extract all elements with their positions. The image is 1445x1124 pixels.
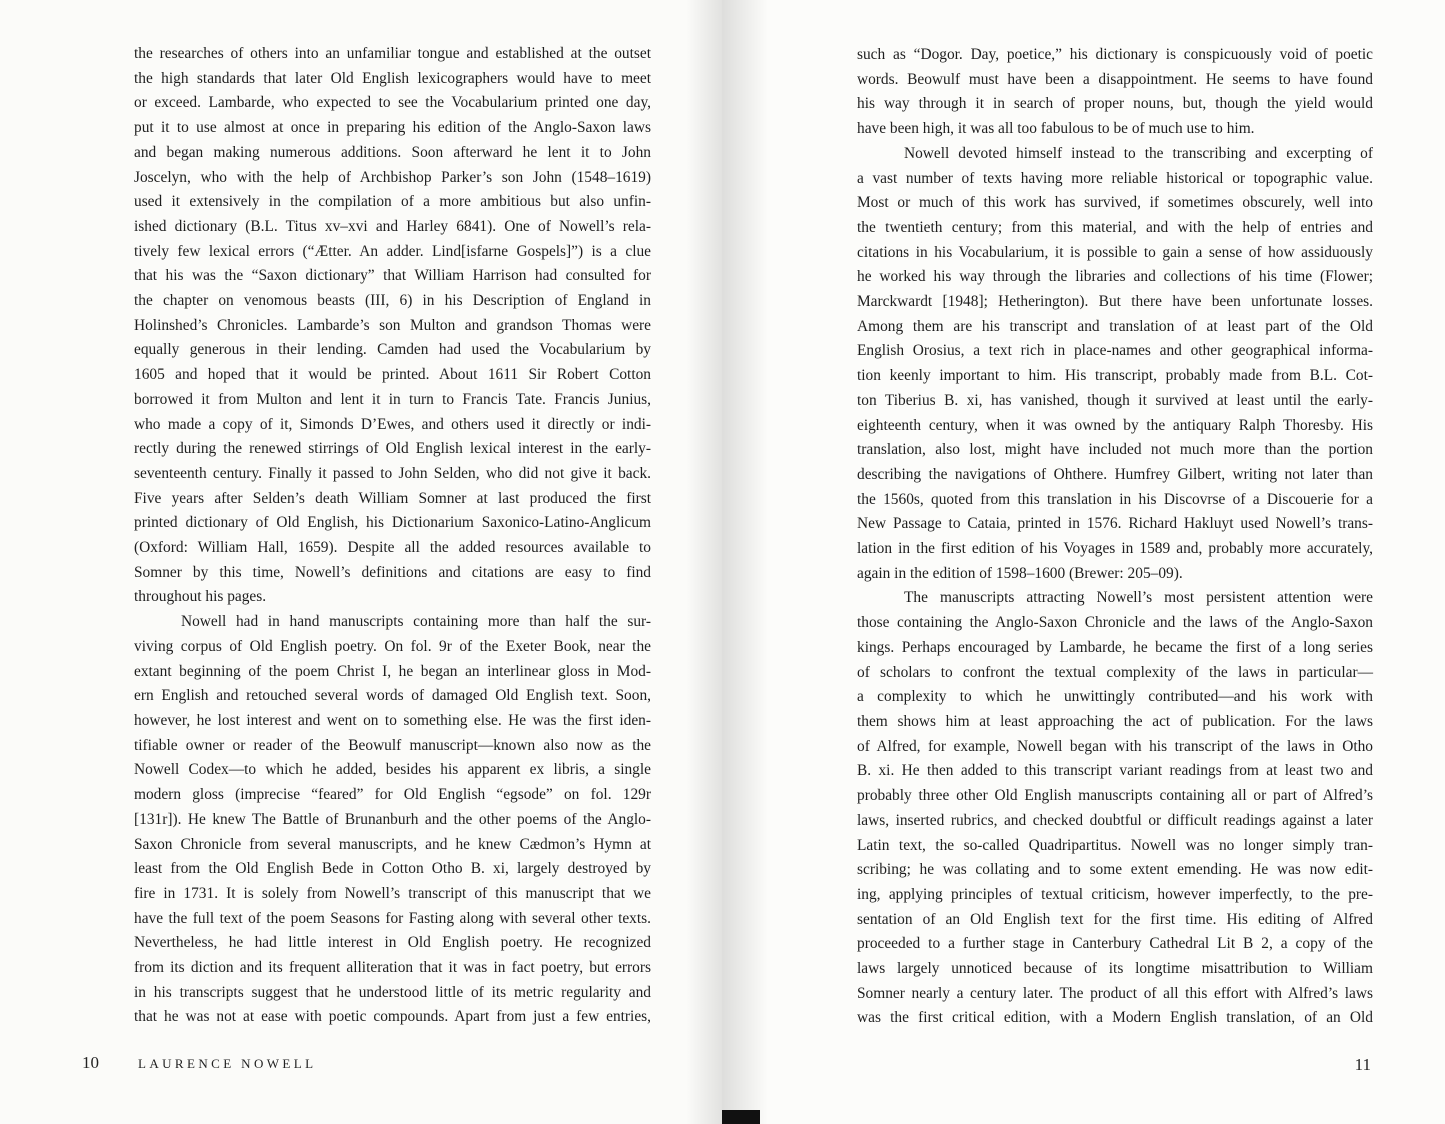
text-line: least from the Old English Bede in Cotton Otho B. xi, largely destroyed by — [134, 860, 651, 878]
text-line: fire in 1731. It is solely from Nowell’s transcript of this manuscript that we — [134, 884, 651, 902]
text-line: Marckwardt [1948]; Hetherington). But there have been unfortunate losses. — [857, 293, 1373, 311]
text-line: was the first critical edition, with a Modern English translation, of an Old — [857, 1009, 1373, 1027]
text-line: ton Tiberius B. xi, has vanished, though it survived at least until the early- — [857, 391, 1373, 409]
text-line: lation in the first edition of his Voyages in 1589 and, probably more accurately, — [857, 540, 1373, 558]
text-line: Among them are his transcript and translation of at least part of the Old — [857, 317, 1373, 335]
text-line: he worked his way through the libraries and collections of his time (Flower; — [857, 268, 1373, 286]
text-line: however, he lost interest and went on to something else. He was the first iden- — [134, 711, 651, 729]
text-line: extant beginning of the poem Christ I, he began an interlinear gloss in Mod- — [134, 662, 651, 680]
text-line: again in the edition of 1598–1600 (Brewer: 205–09). — [857, 564, 1183, 582]
text-line: Most or much of this work has survived, if sometimes obscurely, well into — [857, 194, 1373, 212]
text-line: ished dictionary (B.L. Titus xv–xvi and Harley 6841). One of Nowell’s rela- — [134, 217, 651, 235]
text-line: ing, applying principles of textual criticism, however imperfectly, to the pre- — [857, 885, 1373, 903]
text-line: Nowell had in hand manuscripts containing more than half the sur- — [181, 613, 651, 631]
text-line: that his was the “Saxon dictionary” that William Harrison had consulted for — [134, 267, 651, 285]
text-line: translation, also lost, might have included not much more than the portion — [857, 441, 1373, 459]
text-line: those containing the Anglo-Saxon Chronicle and the laws of the Anglo-Saxon — [857, 614, 1373, 632]
text-line: throughout his pages. — [134, 588, 267, 606]
text-line: who made a copy of it, Simonds D’Ewes, and others used it directly or indi- — [134, 415, 651, 433]
text-line: Joscelyn, who with the help of Archbishop Parker’s son John (1548–1619) — [134, 168, 651, 186]
text-line: rectly during the renewed stirrings of Old English lexical interest in the early- — [134, 440, 651, 458]
text-line: a vast number of texts having more reliable historical or topographic value. — [857, 169, 1373, 187]
text-line: of Alfred, for example, Nowell began with his transcript of the laws in Otho — [857, 737, 1373, 755]
text-line: them shows him at least approaching the act of publication. For the laws — [857, 712, 1373, 730]
running-head: LAURENCE NOWELL — [138, 1056, 317, 1071]
text-line: ern English and retouched several words of damaged Old English text. Soon, — [134, 687, 651, 705]
text-line: B. xi. He then added to this transcript variant readings from at least two and — [857, 762, 1373, 780]
text-line: a complexity to which he unwittingly contributed—and his work with — [857, 688, 1373, 706]
text-line: Saxon Chronicle from several manuscripts, and he knew Cædmon’s Hymn at — [134, 835, 651, 853]
text-line: Somner by this time, Nowell’s definitions and citations are easy to find — [134, 563, 651, 581]
text-line: the twentieth century; from this material, and with the help of entries and — [857, 218, 1373, 236]
text-line: English Orosius, a text rich in place-names and other geographical informa- — [857, 342, 1373, 360]
binding-edge — [722, 1110, 760, 1124]
text-line: printed dictionary of Old English, his Dictionarium Saxonico-Latino-Anglicum — [134, 514, 651, 532]
page-number-left: 10 — [82, 1053, 99, 1072]
text-line: tion keenly important to him. His transcript, probably made from B.L. Cot- — [857, 367, 1373, 385]
left-page-body — [134, 42, 651, 1030]
text-line: of scholars to confront the textual complexity of the laws in particular— — [857, 663, 1373, 681]
text-line: seventeenth century. Finally it passed to John Selden, who did not give it back. — [134, 464, 651, 482]
text-line: Latin text, the so-called Quadripartitus. Nowell was no longer simply tran- — [857, 836, 1373, 854]
text-line: and began making numerous additions. Soon afterward he lent it to John — [134, 143, 651, 161]
text-line: used it extensively in the compilation of a more ambitious but also unfin- — [134, 193, 651, 211]
text-line: the 1560s, quoted from this translation in his Discovrse of a Discouerie for a — [857, 490, 1373, 508]
text-line: Five years after Selden’s death William Somner at last produced the first — [134, 489, 651, 507]
text-line: 1605 and hoped that it would be printed. About 1611 Sir Robert Cotton — [134, 366, 651, 384]
page-number-right: 11 — [1354, 1055, 1371, 1074]
text-line: the high standards that later Old English lexicographers would have to meet — [134, 69, 651, 87]
text-line: tifiable owner or reader of the Beowulf manuscript—known also now as the — [134, 736, 651, 754]
text-line: words. Beowulf must have been a disappointment. He seems to have found — [857, 70, 1373, 88]
gutter-shadow-left — [686, 0, 722, 1124]
text-line: describing the navigations of Ohthere. Humfrey Gilbert, writing not later than — [857, 465, 1373, 483]
text-line: tively few lexical errors (“Ætter. An adder. Lind[isfarne Gospels]”) is a clue — [134, 242, 651, 260]
text-line: citations in his Vocabularium, it is possible to gain a sense of how assiduously — [857, 243, 1373, 261]
text-line: viving corpus of Old English poetry. On fol. 9r of the Exeter Book, near the — [134, 637, 651, 655]
text-line: Holinshed’s Chronicles. Lambarde’s son Multon and grandson Thomas were — [134, 316, 651, 334]
text-line: [131r]). He knew The Battle of Brunanburh and the other poems of the Anglo- — [134, 810, 651, 828]
gutter-shadow-right — [722, 0, 768, 1124]
text-line: his way through it in search of proper nouns, but, though the yield would — [857, 95, 1373, 113]
text-line: that he was not at ease with poetic compounds. Apart from just a few entries, — [134, 1008, 651, 1026]
text-line: borrowed it from Multon and lent it in turn to Francis Tate. Francis Junius, — [134, 390, 651, 408]
text-line: have the full text of the poem Seasons for Fasting along with several other texts. — [134, 909, 651, 927]
text-line: The manuscripts attracting Nowell’s most persistent attention were — [904, 589, 1373, 607]
text-line: the chapter on venomous beasts (III, 6) in his Description of England in — [134, 292, 651, 310]
text-line: eighteenth century, when it was owned by the antiquary Ralph Thoresby. His — [857, 416, 1373, 434]
text-line: laws, inserted rubrics, and checked doubtful or difficult readings against a later — [857, 811, 1373, 829]
text-line: Nowell devoted himself instead to the transcribing and excerpting of — [904, 144, 1373, 162]
text-line: scribing; he was collating and to some extent emending. He was now edit- — [857, 861, 1373, 879]
text-line: probably three other Old English manuscripts containing all or part of Alfred’s — [857, 787, 1373, 805]
text-line: New Passage to Cataia, printed in 1576. Richard Hakluyt used Nowell’s trans- — [857, 515, 1373, 533]
text-line: kings. Perhaps encouraged by Lambarde, he became the first of a long series — [857, 638, 1373, 656]
text-line: or exceed. Lambarde, who expected to see the Vocabularium printed one day, — [134, 94, 651, 112]
text-line: from its diction and its frequent alliteration that it was in fact poetry, but errors — [134, 959, 651, 977]
text-line: such as “Dogor. Day, poetice,” his dictionary is conspicuously void of poetic — [857, 46, 1373, 63]
text-line: (Oxford: William Hall, 1659). Despite all the added resources available to — [134, 539, 651, 557]
right-page-body — [857, 43, 1373, 1031]
text-line: put it to use almost at once in preparing his edition of the Anglo-Saxon laws — [134, 119, 651, 137]
text-line: Nevertheless, he had little interest in Old English poetry. He recognized — [134, 934, 651, 952]
text-line: equally generous in their lending. Camden had used the Vocabularium by — [134, 341, 651, 359]
text-line: laws largely unnoticed because of its longtime misattribution to William — [857, 960, 1373, 978]
text-line: have been high, it was all too fabulous to be of much use to him. — [857, 120, 1255, 138]
text-line: Nowell Codex—to which he added, besides his apparent ex libris, a single — [134, 761, 651, 779]
text-line: the researches of others into an unfamiliar tongue and established at the outset — [134, 45, 651, 62]
text-line: proceeded to a further stage in Canterbury Cathedral Lit B 2, a copy of the — [857, 935, 1373, 953]
text-line: in his transcripts suggest that he understood little of its metric regularity and — [134, 983, 651, 1001]
text-line: Somner nearly a century later. The product of all this effort with Alfred’s laws — [857, 984, 1373, 1002]
text-line: sentation of an Old English text for the first time. His editing of Alfred — [857, 910, 1373, 928]
text-line: modern gloss (imprecise “feared” for Old English “egsode” on fol. 129r — [134, 786, 651, 804]
